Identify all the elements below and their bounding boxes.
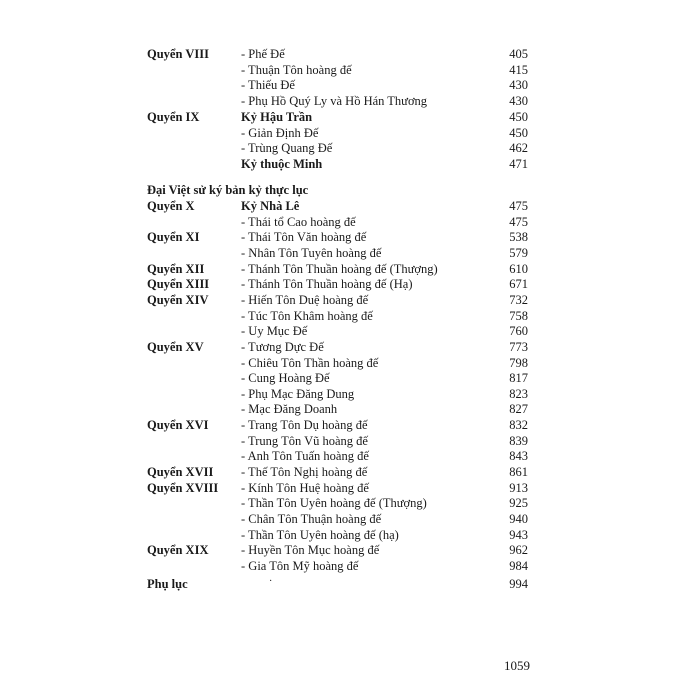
toc-entry-row — [0, 62, 700, 78]
entry-title: - Phụ Mạc Đăng Dung — [241, 386, 355, 401]
entry-page-number: 817 — [509, 371, 528, 386]
toc-entry-row — [0, 339, 700, 355]
toc-entry-row — [0, 323, 700, 339]
volume-label: Quyển VIII — [147, 47, 209, 61]
entry-page-number: 475 — [509, 214, 528, 229]
toc-entry-row — [0, 214, 700, 230]
toc-entry-row — [0, 109, 700, 125]
entry-title: Kỷ Nhà Lê — [241, 199, 300, 213]
toc-entry-row — [0, 276, 700, 292]
entry-page-number: 430 — [509, 94, 528, 109]
entry-title: - Tương Dực Đế — [241, 339, 324, 354]
toc-entry-row — [0, 558, 700, 574]
toc-entry-row — [0, 229, 700, 245]
entry-page-number: 538 — [509, 230, 528, 245]
entry-page-number: 758 — [509, 308, 528, 323]
entry-page-number: 798 — [509, 355, 528, 370]
entry-page-number: 940 — [509, 512, 528, 526]
entry-title: - Thái Tôn Văn hoàng đế — [241, 230, 367, 245]
entry-title: - Chân Tôn Thuận hoàng đế — [241, 512, 382, 526]
entry-title: - Thần Tôn Uyên hoàng đế (Thượng) — [241, 496, 427, 511]
toc-entry-row — [0, 511, 700, 527]
entry-page-number: 827 — [509, 402, 528, 417]
toc-entry-row — [0, 125, 700, 141]
toc-entry-row — [0, 527, 700, 543]
entry-page-number: 405 — [509, 47, 528, 61]
entry-page-number: 415 — [509, 62, 528, 77]
entry-title: - Kính Tôn Huệ hoàng đế — [241, 480, 369, 495]
volume-label: Quyển XVIII — [147, 480, 219, 495]
entry-title: - Thánh Tôn Thuần hoàng đế (Thượng) — [241, 261, 438, 276]
toc-entry-row — [0, 355, 700, 371]
toc-entry-row — [0, 77, 700, 93]
toc-entry-row — [0, 401, 700, 417]
toc-entry-row — [0, 480, 700, 496]
entry-title: - Trùng Quang Đế — [241, 141, 333, 156]
toc-entry-row — [0, 46, 700, 62]
entry-title: - Túc Tôn Khâm hoàng đế — [241, 308, 373, 323]
entry-title: - Uy Mục Đế — [241, 324, 308, 339]
entry-title: - Anh Tôn Tuấn hoàng đế — [241, 449, 369, 464]
entry-title: - Hiến Tôn Duệ hoàng đế — [241, 292, 369, 307]
entry-page-number: 962 — [509, 543, 528, 558]
toc-entry-row — [0, 417, 700, 433]
toc-entry-row — [0, 370, 700, 386]
entry-page-number: 984 — [509, 558, 528, 573]
volume-label: Quyển XV — [147, 339, 204, 354]
appendix-dot: · — [269, 576, 273, 587]
entry-title: - Thần Tôn Uyên hoàng đế (hạ) — [241, 527, 399, 542]
entry-title: - Giản Định Đế — [241, 125, 319, 140]
volume-label: Quyển XI — [147, 230, 200, 245]
entry-page-number: 823 — [509, 386, 528, 401]
entry-page-number: 450 — [509, 125, 528, 140]
entry-page-number: 832 — [509, 418, 528, 433]
entry-page-number: 732 — [509, 292, 528, 307]
volume-label: Quyển XIX — [147, 543, 209, 558]
volume-label: Quyển XIII — [147, 277, 210, 292]
entry-title: - Trang Tôn Dụ hoàng đế — [241, 418, 368, 433]
entry-page-number: 943 — [509, 527, 528, 542]
appendix-page-number: 994 — [509, 577, 528, 591]
entry-page-number: 760 — [509, 324, 528, 339]
entry-title: - Cung Hoàng Đế — [241, 371, 330, 386]
volume-label: Quyển XVI — [147, 418, 209, 433]
appendix-label: Phụ lục — [147, 577, 188, 591]
entry-page-number: 925 — [509, 496, 528, 511]
entry-page-number: 843 — [509, 449, 528, 464]
toc-entry-row — [0, 542, 700, 558]
entry-title: - Mạc Đăng Doanh — [241, 402, 338, 417]
entry-title: Kỷ thuộc Minh — [241, 156, 323, 171]
entry-title: - Nhân Tôn Tuyên hoàng đế — [241, 245, 382, 260]
toc-entry-row — [0, 261, 700, 277]
entry-title: - Trung Tôn Vũ hoàng đế — [241, 433, 368, 448]
entry-title: - Thuận Tôn hoàng đế — [241, 62, 352, 77]
toc-entry-row — [0, 386, 700, 402]
toc-entry-row — [0, 292, 700, 308]
toc-entry-row — [0, 448, 700, 464]
entry-page-number: 462 — [509, 141, 528, 156]
entry-page-number: 450 — [509, 109, 528, 124]
entry-page-number: 671 — [509, 277, 528, 292]
entry-title: Kỷ Hậu Trần — [241, 109, 313, 124]
volume-label: Quyển XVII — [147, 465, 214, 480]
toc-entry-row — [0, 245, 700, 261]
entry-title: - Thánh Tôn Thuần hoàng đế (Hạ) — [241, 277, 413, 292]
entry-page-number: 471 — [509, 156, 528, 171]
entry-page-number: 839 — [509, 433, 528, 448]
entry-page-number: 913 — [509, 480, 528, 495]
volume-label: Quyển XIV — [147, 292, 209, 307]
entry-title: - Gia Tôn Mỹ hoàng đế — [241, 558, 359, 573]
entry-title: - Thế Tôn Nghị hoàng đế — [241, 465, 368, 480]
toc-entry-row — [0, 140, 700, 156]
toc-entry-row — [0, 308, 700, 324]
entry-title: - Chiêu Tôn Thần hoàng đế — [241, 355, 379, 370]
entry-page-number: 475 — [509, 199, 528, 213]
toc-entry-row — [0, 156, 700, 172]
entry-page-number: 861 — [509, 465, 528, 480]
toc-entry-row — [0, 464, 700, 480]
entry-title: - Phụ Hồ Quý Ly và Hồ Hán Thương — [241, 94, 428, 109]
entry-page-number: 579 — [509, 245, 528, 260]
entry-title: - Huyền Tôn Mục hoàng đế — [241, 543, 380, 558]
volume-label: Quyển XII — [147, 261, 205, 276]
toc-entry-row — [0, 198, 700, 214]
entry-title: - Thiếu Đế — [241, 78, 295, 93]
volume-label: Quyển IX — [147, 109, 200, 124]
toc-entry-row — [0, 495, 700, 511]
entry-title: - Phế Đế — [241, 47, 285, 61]
appendix-row — [0, 576, 700, 592]
toc-entry-row — [0, 93, 700, 109]
volume-label: Quyển X — [147, 199, 195, 213]
entry-title: - Thái tổ Cao hoàng đế — [241, 214, 356, 229]
entry-page-number: 430 — [509, 78, 528, 93]
section-heading: Đại Việt sử ký bản kỷ thực lục — [147, 183, 309, 197]
entry-page-number: 610 — [509, 261, 528, 276]
page-number: 1059 — [504, 658, 530, 673]
toc-entry-row — [0, 433, 700, 449]
entry-page-number: 773 — [509, 339, 528, 354]
